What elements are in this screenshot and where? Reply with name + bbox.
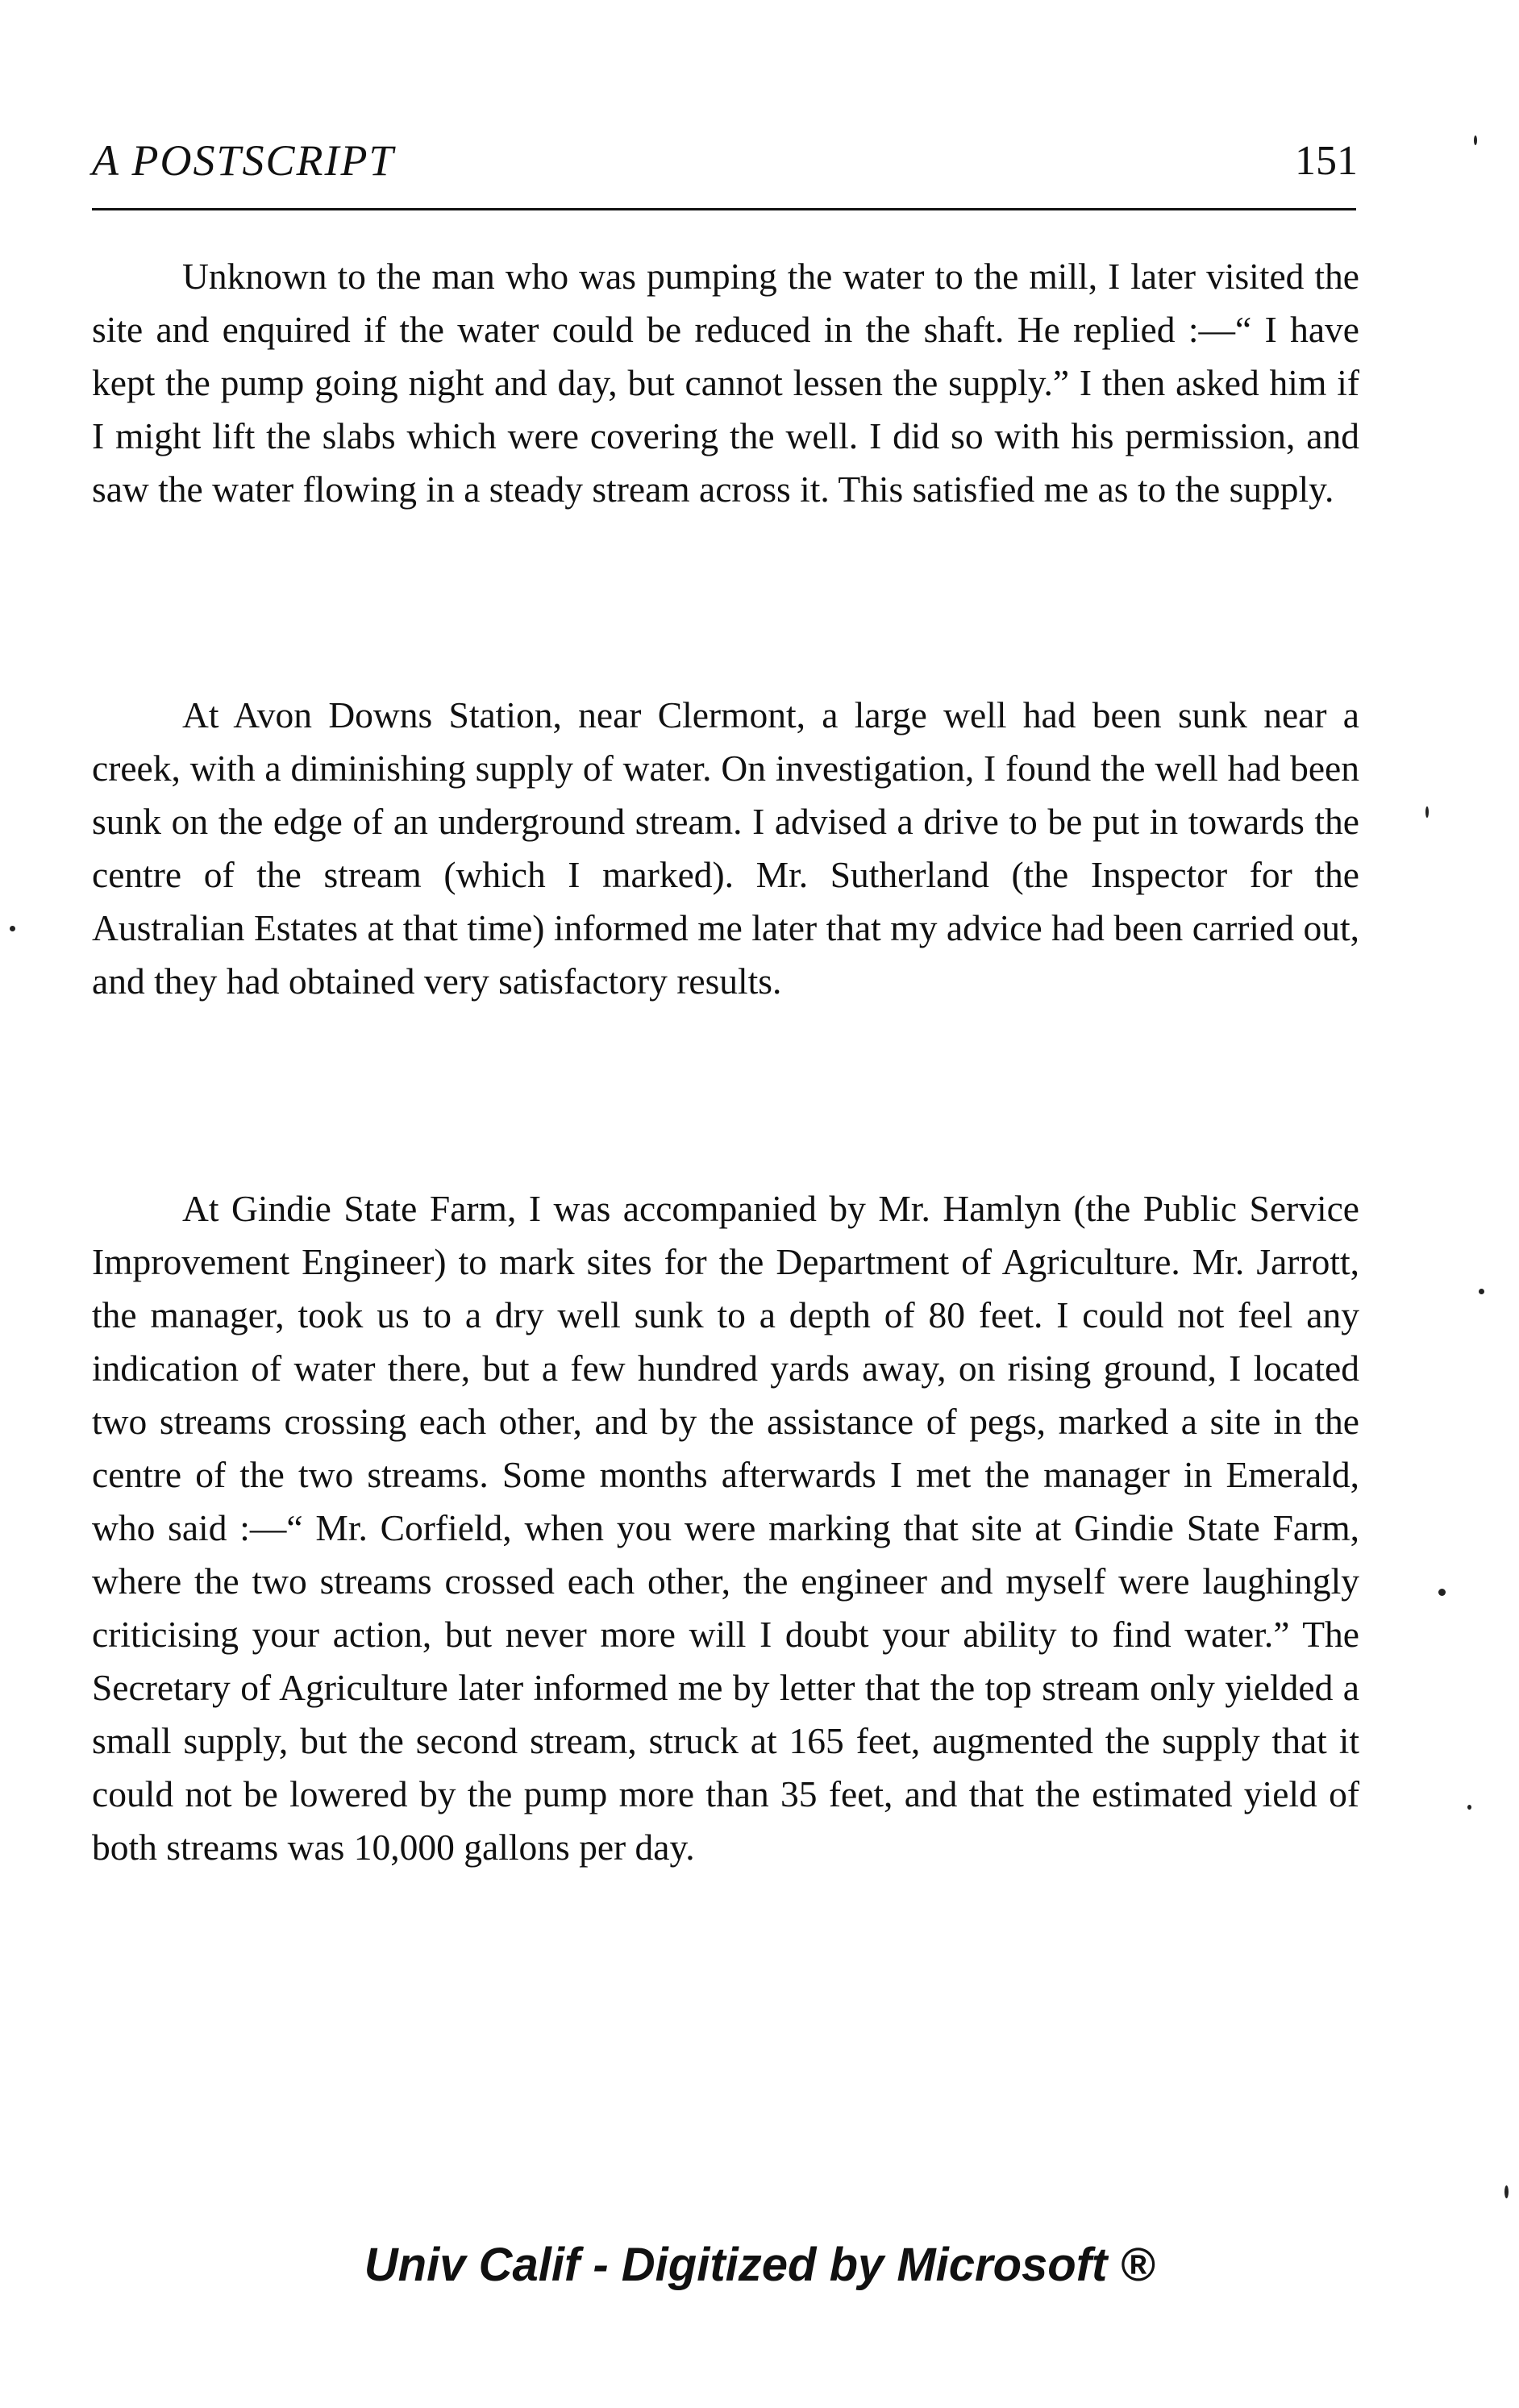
paragraph-3: At Gindie State Farm, I was accompanied by Mr. Hamlyn (the Public Service Improvement Engineer) to mark sites for the Department of Agriculture. Mr. Jarrott, the manager, took us to a dry well sunk to a depth of 80 feet. I could not feel any indication of water there, but a few hundred yards away, on rising ground, I located two streams crossing each other, and by the assistance of pegs, marked a site in the centre of the two streams. Some months afterwards I met the manager in Emerald, who said :—“ Mr. Corfield, when you were marking that site at Gindie State Farm, where the two streams crossed each other, the engineer and myself were laughingly criticising your action, but never more will I doubt your ability to find water.” The Secretary of Agriculture later informed me by letter that the top stream only yielded a small supply, but the second stream, struck at 165 feet, augmented the supply that it could not be lowered by the pump more than 35 feet, and that the estimated yield of both streams was 10,000 gallons per day. <box>92 1188 1359 1868</box>
scan-speck <box>1479 1289 1484 1294</box>
digitization-watermark: Univ Calif - Digitized by Microsoft ® <box>364 2239 1155 2291</box>
page-number: 151 <box>1295 138 1358 184</box>
paragraph-2: At Avon Downs Station, near Clermont, a large well had been sunk near a creek, with a diminishing supply of water. On investigation, I found the well had been sunk on the edge of an underground stream. I advised a drive to be put in towards the centre of the stream (which I marked). Mr. Sutherland (the Inspector for the Australian Estates at that time) informed me later that my advice had been carried out, and they had obtained very satisfactory results. <box>92 694 1359 1002</box>
paragraph-1: Unknown to the man who was pumping the water to the mill, I later visited the site and enquired if the water could be reduced in the shaft. He replied :—“ I have kept the pump going night and day, but cannot lessen the supply.” I then asked him if I might lift the slabs which were covering the well. I did so with his permission, and saw the water flowing in a steady stream across it. This satisfied me as to the supply. <box>92 256 1359 510</box>
header-rule <box>92 208 1356 210</box>
scan-speck <box>1425 806 1429 818</box>
scan-speck <box>1474 135 1477 145</box>
page-header <box>92 136 1366 197</box>
scan-speck <box>1504 2185 1509 2198</box>
scan-speck <box>1467 1805 1471 1810</box>
running-head: A POSTSCRIPT <box>92 136 395 185</box>
scan-speck <box>1438 1589 1446 1596</box>
scan-speck <box>10 926 15 931</box>
